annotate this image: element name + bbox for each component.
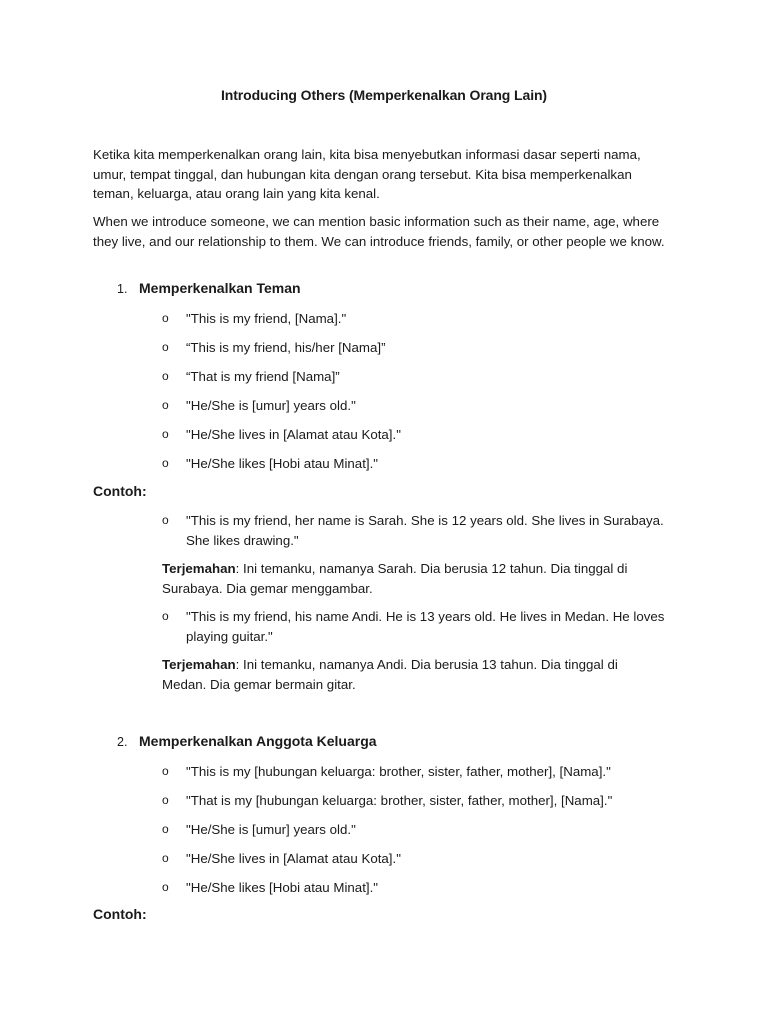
section-heading-text: Memperkenalkan Teman (139, 280, 301, 296)
list-item-text: "He/She likes [Hobi atau Minat]." (186, 880, 378, 895)
bullet-icon: o (162, 822, 169, 836)
list-item-text: "He/She likes [Hobi atau Minat]." (186, 456, 378, 471)
translation-paragraph (162, 655, 662, 694)
translation-text: : Ini temanku, namanya Sarah. Dia berusia 12 tahun. Dia tinggal di Surabaya. Dia gemar menggambar. (162, 561, 628, 596)
translation-text: : Ini temanku, namanya Andi. Dia berusia 13 tahun. Dia tinggal di Medan. Dia gemar bermain gitar. (162, 657, 618, 692)
bullet-icon: o (162, 369, 169, 383)
example-text: "This is my friend, his name Andi. He is 13 years old. He lives in Medan. He loves playing guitar." (186, 609, 665, 644)
example-item (162, 607, 686, 646)
translation-label: Terjemahan (162, 657, 236, 672)
bullet-icon: o (162, 427, 169, 441)
list-item-text: "He/She is [umur] years old." (186, 822, 356, 837)
bullet-icon: o (162, 513, 169, 527)
page-title: Introducing Others (Memperkenalkan Orang Lain) (220, 87, 547, 103)
bullet-icon: o (162, 609, 169, 623)
section-number: 1. (117, 282, 128, 296)
list-item-text: "This is my friend, [Nama]." (186, 311, 347, 326)
list-item-text: "That is my [hubungan keluarga: brother, sister, father, mother], [Nama]." (186, 793, 613, 808)
example-label: Contoh: (93, 906, 147, 922)
list-item-text: "This is my [hubungan keluarga: brother, sister, father, mother], [Nama]." (186, 764, 611, 779)
list-item-text: "He/She lives in [Alamat atau Kota]." (186, 851, 401, 866)
list-item (162, 338, 686, 358)
bullet-icon: o (162, 793, 169, 807)
list-item (162, 367, 686, 387)
list-item (162, 454, 686, 474)
intro-paragraph-indonesian: Ketika kita memperkenalkan orang lain, kita bisa menyebutkan informasi dasar seperti nama, umur, tempat tinggal, dan hubungan kita dengan orang tersebut. Kita bisa memperkenalkan teman, keluarga, atau orang lain yang kita kenal. (93, 147, 641, 201)
example-text: "This is my friend, her name is Sarah. She is 12 years old. She lives in Surabaya. She likes drawing." (186, 513, 664, 548)
list-item (162, 820, 686, 840)
list-item (162, 762, 686, 782)
bullet-icon: o (162, 851, 169, 865)
bullet-icon: o (162, 398, 169, 412)
bullet-icon: o (162, 456, 169, 470)
section-heading (117, 733, 377, 749)
list-item (162, 425, 686, 445)
list-item (162, 878, 686, 898)
list-item-text: "He/She lives in [Alamat atau Kota]." (186, 427, 401, 442)
section-number: 2. (117, 735, 128, 749)
example-item (162, 511, 686, 550)
list-item (162, 849, 686, 869)
bullet-icon: o (162, 311, 169, 325)
example-label: Contoh: (93, 483, 147, 499)
section-heading (117, 280, 301, 296)
list-item (162, 396, 686, 416)
list-item-text: "He/She is [umur] years old." (186, 398, 356, 413)
section-heading-text: Memperkenalkan Anggota Keluarga (139, 733, 377, 749)
translation-label: Terjemahan (162, 561, 236, 576)
bullet-icon: o (162, 764, 169, 778)
bullet-icon: o (162, 340, 169, 354)
list-item-text: “That is my friend [Nama]” (186, 369, 340, 384)
bullet-icon: o (162, 880, 169, 894)
translation-paragraph (162, 559, 662, 598)
list-item (162, 309, 686, 329)
intro-paragraph-english: When we introduce someone, we can mention basic information such as their name, age, where they live, and our relationship to them. We can introduce friends, family, or other people we know. (93, 214, 665, 249)
list-item-text: “This is my friend, his/her [Nama]” (186, 340, 386, 355)
list-item (162, 791, 686, 811)
